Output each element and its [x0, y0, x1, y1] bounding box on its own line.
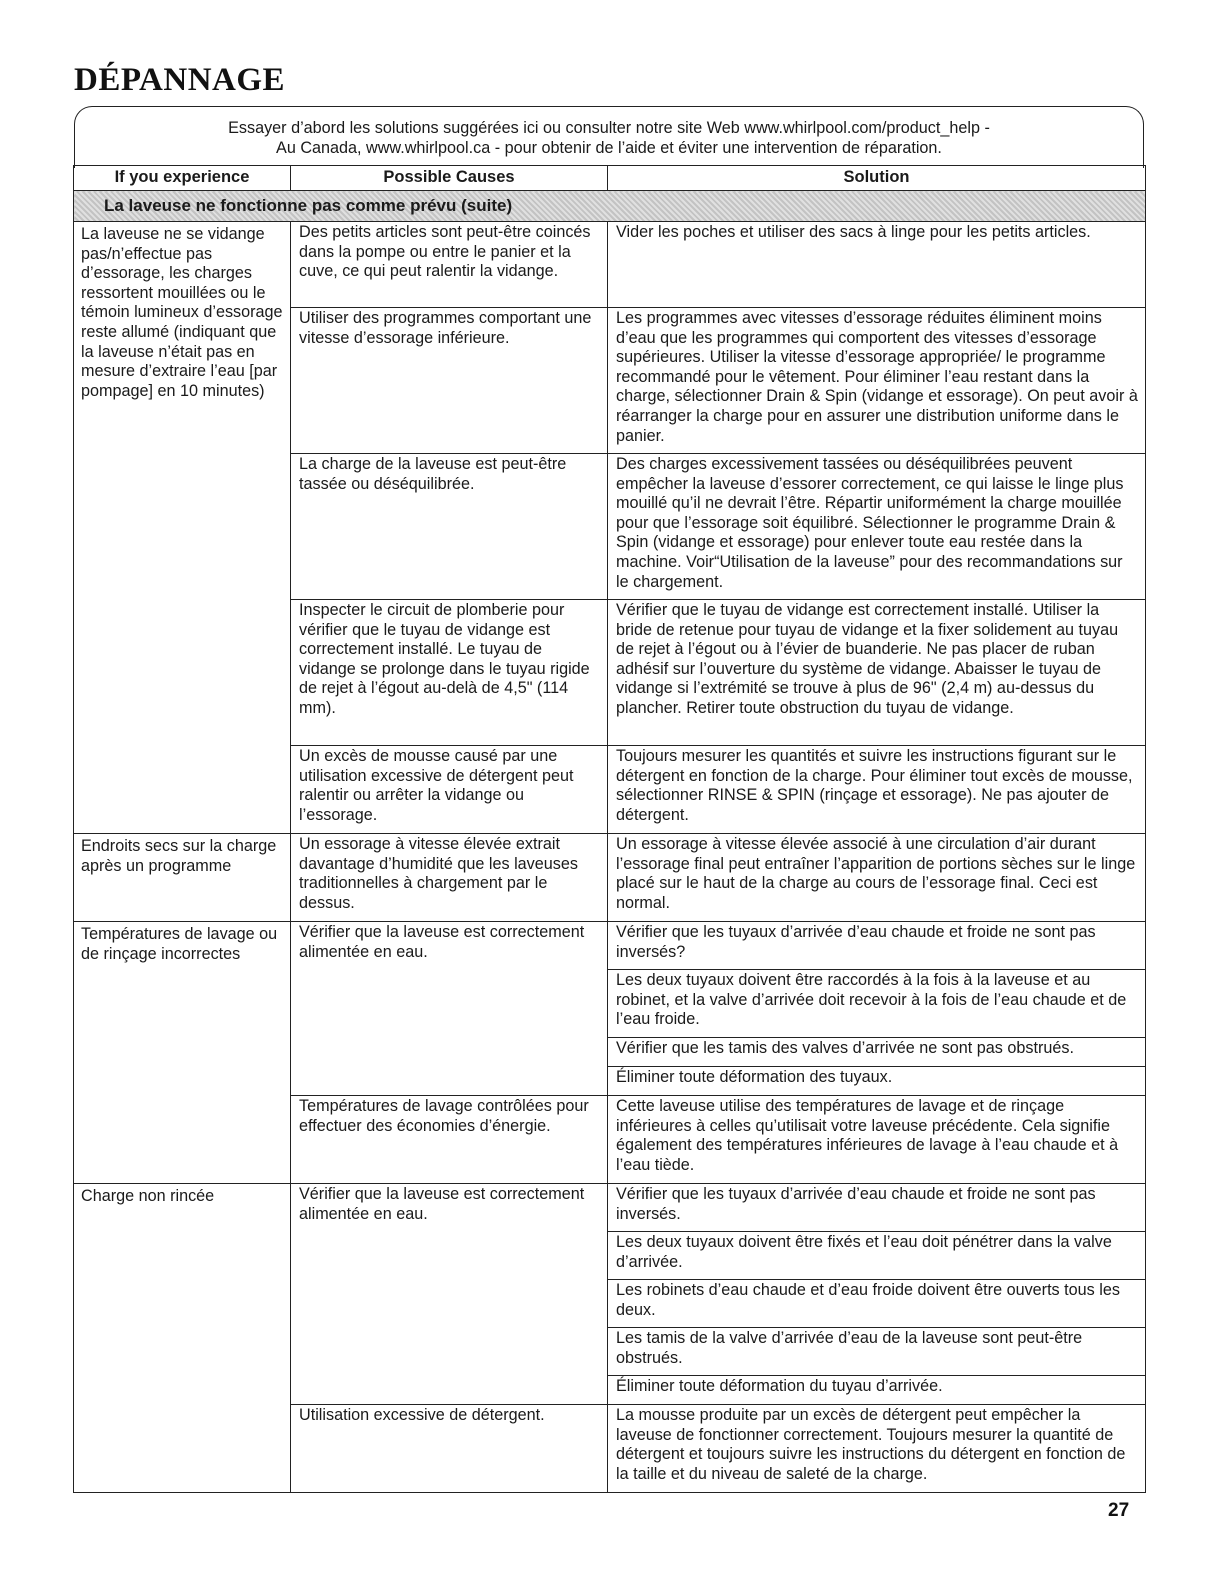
solution-cell: Les deux tuyaux doivent être fixés et l’eau doit pénétrer dans la valve d’arrivée. — [608, 1232, 1146, 1280]
solution-cell: Les robinets d’eau chaude et d’eau froide doivent être ouverts tous les deux. — [608, 1280, 1146, 1328]
table-row — [74, 1184, 1146, 1232]
problem-cell: Charge non rincée — [74, 1184, 291, 1493]
solution-cell: Un essorage à vitesse élevée associé à une circulation d’air durant l’essorage final peut entraîner l’apparition de portions sèches sur le linge placé sur le haut de la charge au cours de l’essorage final. Ceci est normal. — [608, 834, 1146, 922]
intro-line-2: Au Canada, www.whirlpool.ca - pour obtenir de l’aide et éviter une intervention de réparation. — [276, 139, 942, 157]
solution-cell: Éliminer toute déformation des tuyaux. — [608, 1067, 1146, 1096]
solution-cell: Les programmes avec vitesses d’essorage réduites éliminent moins d’eau que les programmes qui comportent des vitesses d’essorage supérieures. Utiliser la vitesse d’essorage appropriée/ le programme recommandé pour le vêtement. Pour éliminer l’eau restant dans la charge, sélectionner Drain & Spin (vidange et essorage). On peut avoir à réarranger la charge pour en assurer une distribution uniforme dans le panier. — [608, 308, 1146, 454]
cause-cell: Un essorage à vitesse élevée extrait davantage d’humidité que les laveuses traditionnelles à chargement par le dessus. — [291, 834, 608, 922]
page-number: 27 — [1108, 1500, 1130, 1521]
cause-cell: La charge de la laveuse est peut-être tassée ou déséquilibrée. — [291, 454, 608, 600]
solution-cell: Les deux tuyaux doivent être raccordés à la fois à la laveuse et au robinet, et la valve d’arrivée doit recevoir à la fois de l’eau chaude et de l’eau froide. — [608, 970, 1146, 1038]
problem-cell: Endroits secs sur la charge après un programme — [74, 834, 291, 922]
intro-line-1: Essayer d’abord les solutions suggérées ici ou consulter notre site Web www.whirlpool.com/product_help - — [228, 119, 990, 137]
solution-cell: Toujours mesurer les quantités et suivre les instructions figurant sur le détergent en fonction de la charge. Pour éliminer tout excès de mousse, sélectionner RINSE & SPIN (rinçage et essorage). Ne pas ajouter de détergent. — [608, 746, 1146, 834]
cause-cell: Températures de lavage contrôlées pour effectuer des économies d’énergie. — [291, 1096, 608, 1184]
cause-cell: Vérifier que la laveuse est correctement alimentée en eau. — [291, 1184, 608, 1405]
section-row — [74, 191, 1146, 222]
cause-cell: Utiliser des programmes comportant une vitesse d’essorage inférieure. — [291, 308, 608, 454]
cause-cell: Vérifier que la laveuse est correctement alimentée en eau. — [291, 922, 608, 1096]
solution-cell: Des charges excessivement tassées ou déséquilibrées peuvent empêcher la laveuse d’essorer correctement, ce qui laisse le linge plus mouillé qu’il ne devrait l’être. Répartir uniformément la charge mouillée pour que l’essorage soit équilibré. Sélectionner le programme Drain & Spin (vidange et essorage) pour enlever toute eau restée dans la machine. Voir“Utilisation de la laveuse” pour des recommandations sur le chargement. — [608, 454, 1146, 600]
problem-cell: Températures de lavage ou de rinçage incorrectes — [74, 922, 291, 1184]
solution-cell: Vérifier que les tuyaux d’arrivée d’eau chaude et froide ne sont pas inversés? — [608, 922, 1146, 970]
troubleshooting-table — [73, 165, 1146, 1493]
table-header-row — [74, 166, 1146, 191]
problem-cell: La laveuse ne se vidange pas/n’effectue pas d’essorage, les charges ressortent mouillées ou le témoin lumineux d’essorage reste allumé (indiquant que la laveuse n’était pas en mesure d’extraire l’eau [par pompage] en 10 minutes) — [74, 222, 291, 834]
solution-cell: Vérifier que le tuyau de vidange est correctement installé. Utiliser la bride de retenue pour tuyau de vidange et la fixer solidement au tuyau de rejet à l’égout ou à l’évier de buanderie. Ne pas placer de ruban adhésif sur l’ouverture du système de vidange. Abaisser le tuyau de vidange si l’extrémité se trouve à plus de 96" (2,4 m) au-dessus du plancher. Retirer toute obstruction du tuyau de vidange. — [608, 600, 1146, 746]
table-row — [74, 222, 1146, 308]
cause-cell: Des petits articles sont peut-être coincés dans la pompe ou entre le panier et la cuve, ce qui peut ralentir la vidange. — [291, 222, 608, 308]
header-experience: If you experience — [74, 166, 291, 191]
cause-cell: Inspecter le circuit de plomberie pour vérifier que le tuyau de vidange est correctement installé. Le tuyau de vidange se prolonge dans le tuyau rigide de rejet à l’égout au-delà de 4,5" (114 mm). — [291, 600, 608, 746]
solution-cell: Cette laveuse utilise des températures de lavage et de rinçage inférieures à celles qu’utilisait votre laveuse précédente. Cela signifie également des températures inférieures de lavage à l’eau chaude et à l’eau tiède. — [608, 1096, 1146, 1184]
solution-cell: La mousse produite par un excès de détergent peut empêcher la laveuse de fonctionner correctement. Toujours mesurer la quantité de détergent et toujours suivre les instructions du détergent en fonction de la taille et du niveau de saleté de la charge. — [608, 1405, 1146, 1493]
solution-cell: Vérifier que les tamis des valves d’arrivée ne sont pas obstrués. — [608, 1038, 1146, 1067]
solution-cell: Éliminer toute déformation du tuyau d’arrivée. — [608, 1376, 1146, 1405]
intro-text — [74, 118, 1144, 158]
solution-cell: Les tamis de la valve d’arrivée d’eau de la laveuse sont peut-être obstrués. — [608, 1328, 1146, 1376]
solution-cell: Vider les poches et utiliser des sacs à linge pour les petits articles. — [608, 222, 1146, 308]
page-title: DÉPANNAGE — [74, 62, 286, 98]
header-solution: Solution — [608, 166, 1146, 191]
table-row — [74, 922, 1146, 970]
cause-cell: Un excès de mousse causé par une utilisation excessive de détergent peut ralentir ou arrêter la vidange ou l’essorage. — [291, 746, 608, 834]
cause-cell: Utilisation excessive de détergent. — [291, 1405, 608, 1493]
header-causes: Possible Causes — [291, 166, 608, 191]
section-heading: La laveuse ne fonctionne pas comme prévu (suite) — [74, 191, 1146, 222]
solution-cell: Vérifier que les tuyaux d’arrivée d’eau chaude et froide ne sont pas inversés. — [608, 1184, 1146, 1232]
table-row — [74, 834, 1146, 922]
